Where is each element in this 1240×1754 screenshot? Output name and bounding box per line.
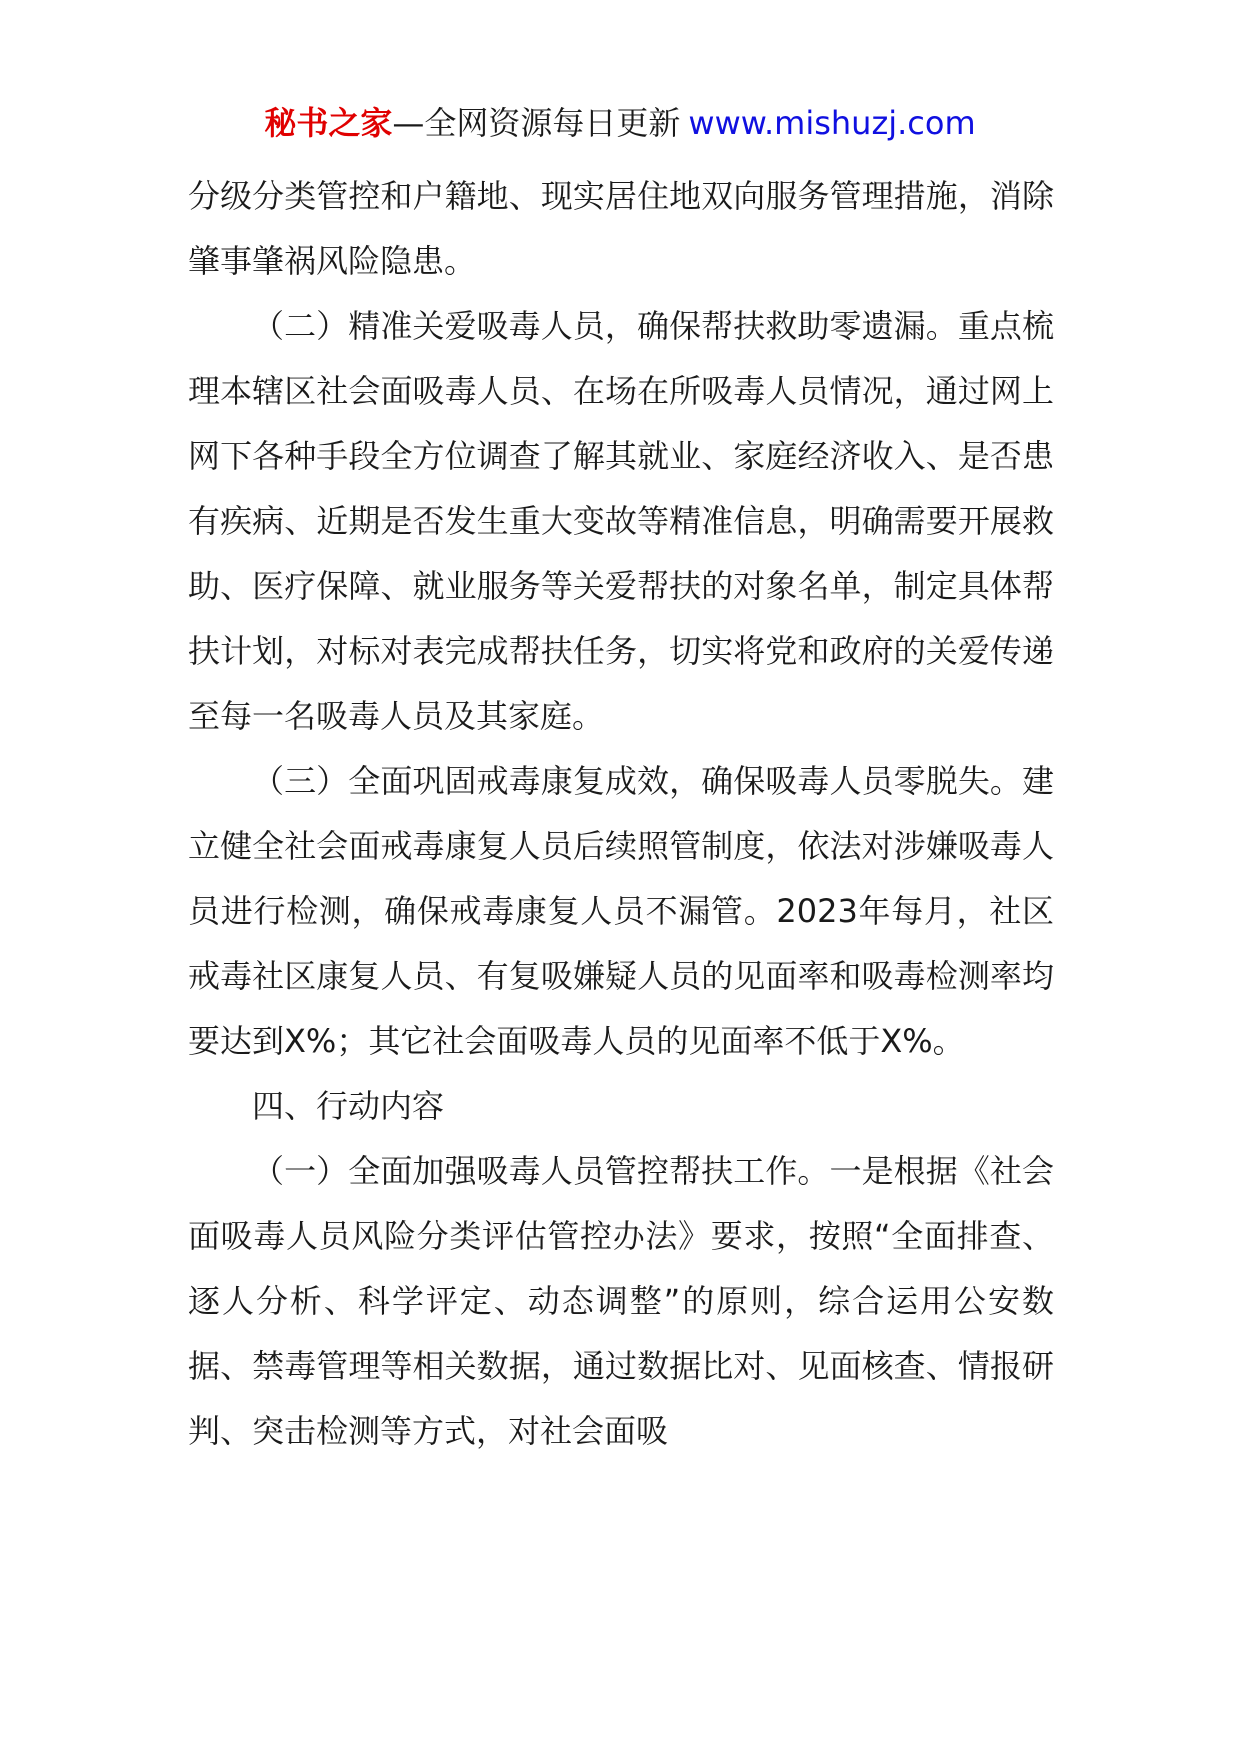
brand-name: 秘书之家 (264, 104, 393, 142)
watermark-header (0, 100, 1240, 146)
paragraph-section-2: （二）精准关爱吸毒人员，确保帮扶救助零遗漏。重点梳理本辖区社会面吸毒人员、在场在所吸毒人员情况，通过网上网下各种手段全方位调查了解其就业、家庭经济收入、是否患有疾病、近期是否发生重大变故等精准信息，明确需要开展救助、医疗保障、就业服务等关爱帮扶的对象名单，制定具体帮扶计划，对标对表完成帮扶任务，切实将党和政府的关爱传递至每一名吸毒人员及其家庭。 (188, 307, 1054, 735)
brand-tagline: —全网资源每日更新 (392, 104, 681, 142)
paragraph-section-3: （三）全面巩固戒毒康复成效，确保吸毒人员零脱失。建立健全社会面戒毒康复人员后续照管制度，依法对涉嫌吸毒人员进行检测，确保戒毒康复人员不漏管。2023年每月，社区戒毒社区康复人员、有复吸嫌疑人员的见面率和吸毒检测率均要达到X%；其它社会面吸毒人员的见面率不低于X%。 (188, 762, 1054, 1060)
site-url-link[interactable]: www.mishuzj.com (688, 104, 976, 142)
paragraph-continuation: 分级分类管控和户籍地、现实居住地双向服务管理措施，消除肇事肇祸风险隐患。 (188, 177, 1054, 280)
document-body (188, 164, 1054, 1464)
paragraph-action-1: （一）全面加强吸毒人员管控帮扶工作。一是根据《社会面吸毒人员风险分类评估管控办法》要求，按照“全面排查、逐人分析、科学评定、动态调整”的原则，综合运用公安数据、禁毒管理等相关数据，通过数据比对、见面核查、情报研判、突击检测等方式，对社会面吸 (188, 1152, 1054, 1450)
section-heading-action-content: 四、行动内容 (252, 1087, 445, 1125)
